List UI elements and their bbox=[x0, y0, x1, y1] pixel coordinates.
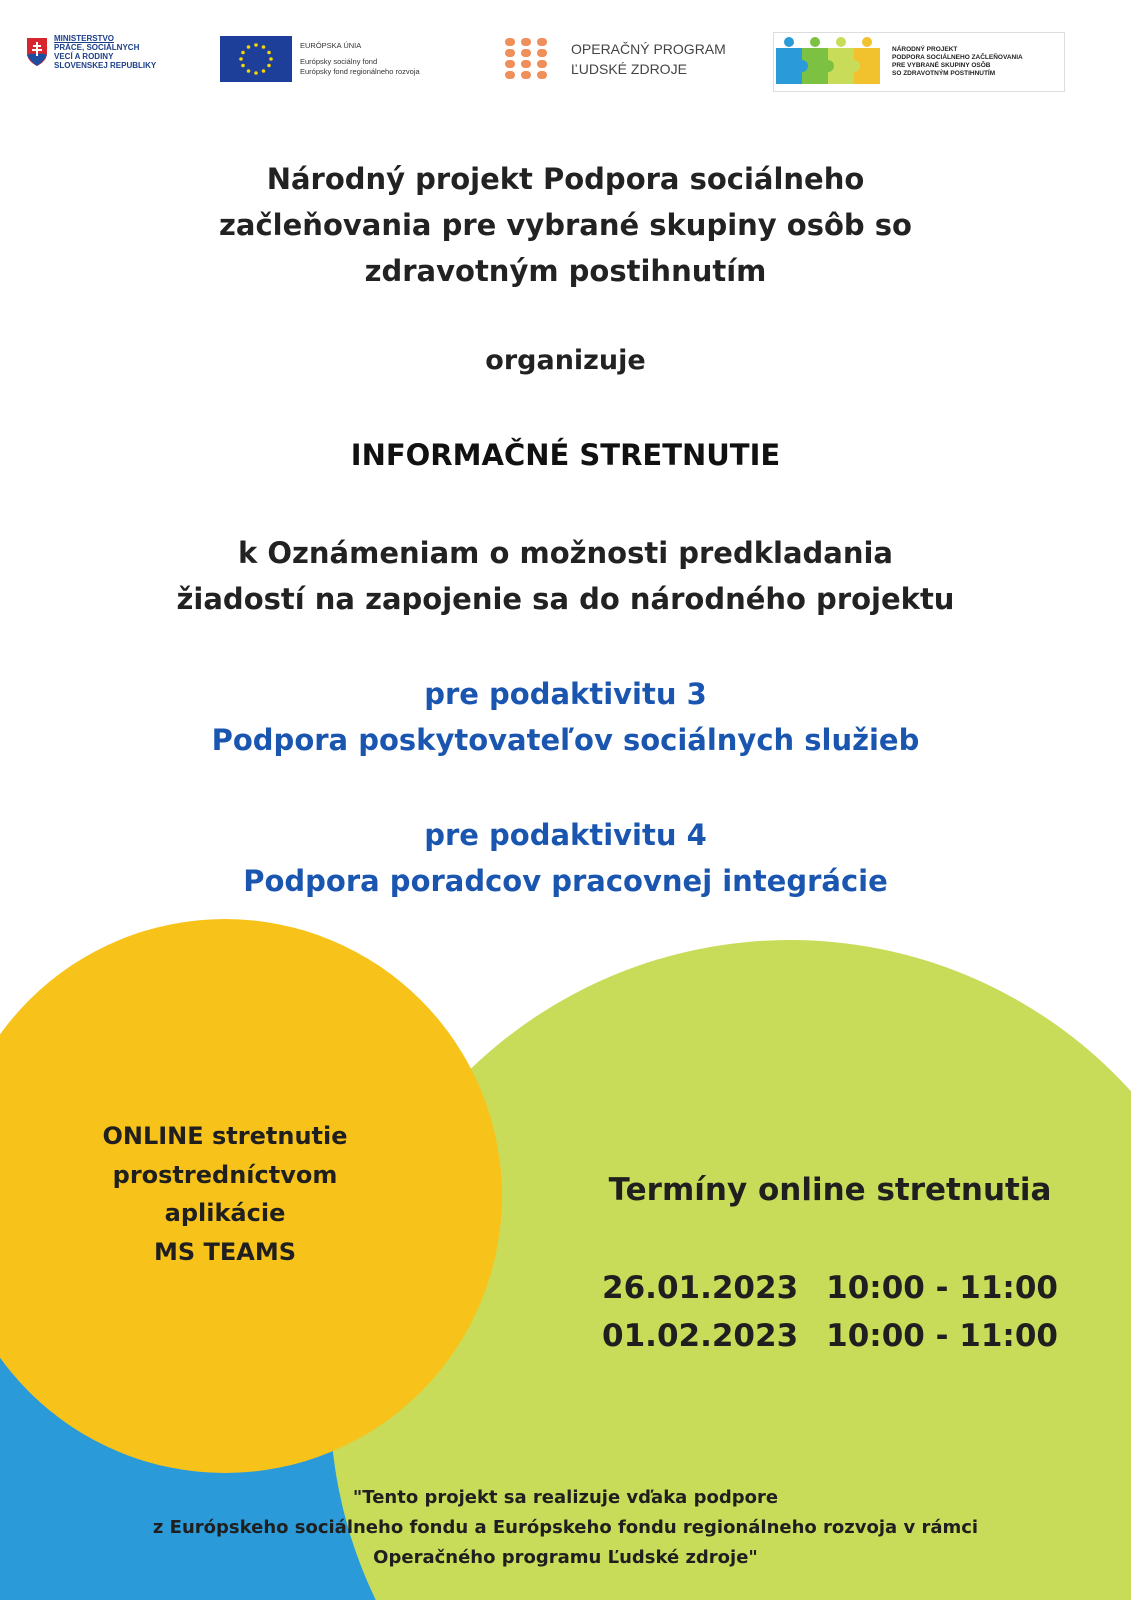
title-line-3: zdravotným postihnutím bbox=[364, 254, 767, 288]
subactivity-3-name: Podpora poskytovateľov sociálnych služieb bbox=[211, 723, 920, 757]
meeting-subtitle bbox=[0, 530, 1131, 622]
terms-heading: Termíny online stretnutia bbox=[608, 1172, 1052, 1208]
op-line-1: OPERAČNÝ PROGRAM bbox=[571, 41, 726, 57]
term-date: 01.02.2023 bbox=[602, 1318, 799, 1354]
subtitle-line-1: k Oznámeniam o možnosti predkladania bbox=[237, 536, 894, 570]
meeting-type-heading: INFORMAČNÉ STRETNUTIE bbox=[350, 438, 781, 472]
national-project-logo bbox=[773, 32, 1065, 92]
ministry-line-3: VECÍ A RODINY bbox=[54, 52, 114, 61]
eu-fund-1: Európsky sociálny fond bbox=[300, 57, 378, 66]
subactivity-3 bbox=[0, 671, 1131, 763]
footer-line-3: Operačného programu Ľudské zdroje" bbox=[373, 1547, 758, 1568]
title-line-2: začleňovania pre vybrané skupiny osôb so bbox=[219, 208, 912, 242]
op-dots-icon bbox=[503, 36, 553, 82]
meeting-terms bbox=[580, 1170, 1080, 1360]
online-line-3: aplikácie bbox=[164, 1199, 286, 1227]
footer-line-2: z Európskeho sociálneho fondu a Európskeho fondu regionálneho rozvoja v rámci bbox=[152, 1517, 979, 1538]
op-logo bbox=[503, 36, 726, 82]
online-line-1: ONLINE stretnutie bbox=[102, 1122, 348, 1150]
online-meeting-info bbox=[60, 1117, 390, 1271]
organizer-verb: organizuje bbox=[485, 345, 646, 376]
np-line-3: PRE VYBRANÉ SKUPINY OSÔB bbox=[892, 62, 991, 69]
subtitle-line-2: žiadostí na zapojenie sa do národného projektu bbox=[176, 582, 955, 616]
term-row bbox=[580, 1264, 1080, 1312]
subactivity-4-name: Podpora poradcov pracovnej integrácie bbox=[243, 864, 888, 898]
ministry-line-1: MINISTERSTVO bbox=[54, 34, 115, 43]
np-line-1: NÁRODNÝ PROJEKT bbox=[892, 46, 958, 53]
ministry-logo bbox=[26, 34, 156, 70]
eu-flag-icon bbox=[220, 36, 292, 82]
ministry-line-2: PRÁCE, SOCIÁLNYCH bbox=[54, 43, 140, 52]
term-time: 10:00 - 11:00 bbox=[826, 1270, 1058, 1306]
op-line-2: ĽUDSKÉ ZDROJE bbox=[571, 61, 687, 77]
puzzle-icon bbox=[774, 34, 884, 90]
eu-logo bbox=[220, 36, 420, 82]
term-time: 10:00 - 11:00 bbox=[826, 1318, 1058, 1354]
project-title bbox=[0, 156, 1131, 294]
logo-bar bbox=[0, 30, 1131, 100]
eu-fund-2: Európsky fond regionálneho rozvoja bbox=[300, 67, 420, 76]
eu-title: EURÓPSKA ÚNIA bbox=[300, 41, 362, 50]
np-line-4: SO ZDRAVOTNÝM POSTIHNUTÍM bbox=[892, 70, 996, 77]
subactivity-3-label: pre podaktivitu 3 bbox=[424, 677, 707, 711]
online-line-4: MS TEAMS bbox=[153, 1237, 297, 1266]
slovak-coat-of-arms-icon bbox=[26, 37, 48, 67]
term-date: 26.01.2023 bbox=[602, 1270, 799, 1306]
funding-footer bbox=[0, 1483, 1131, 1573]
ministry-line-4: SLOVENSKEJ REPUBLIKY bbox=[54, 61, 157, 70]
subactivity-4-label: pre podaktivitu 4 bbox=[424, 818, 707, 852]
footer-line-1: "Tento projekt sa realizuje vďaka podpore bbox=[352, 1487, 779, 1508]
np-line-2: PODPORA SOCIÁLNEHO ZAČLEŇOVANIA bbox=[892, 54, 1023, 61]
online-line-2: prostredníctvom bbox=[112, 1160, 338, 1189]
term-row bbox=[580, 1312, 1080, 1360]
title-line-1: Národný projekt Podpora sociálneho bbox=[266, 162, 865, 196]
subactivity-4 bbox=[0, 812, 1131, 904]
